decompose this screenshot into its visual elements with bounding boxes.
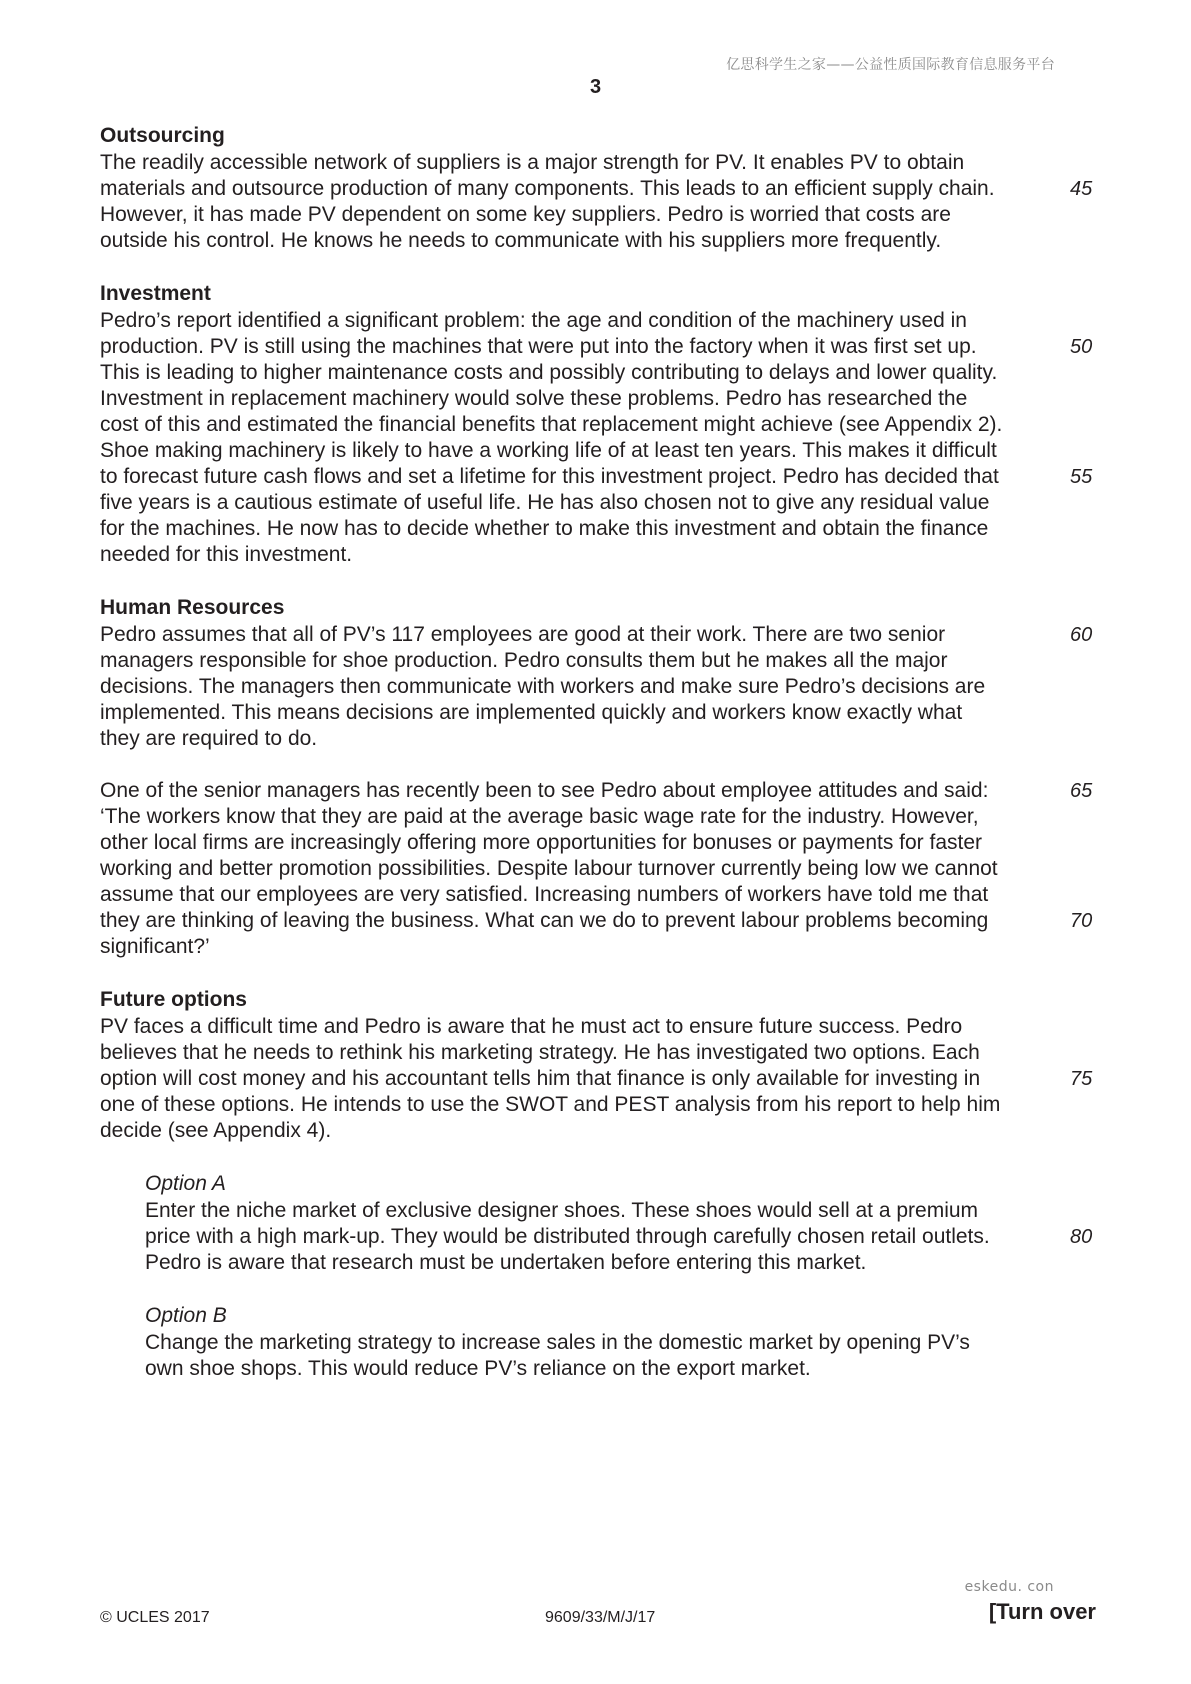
line-text: one of these options. He intends to use the SWOT and PEST analysis from his report to help him — [100, 1093, 1001, 1116]
option-description — [145, 1330, 1042, 1382]
line-text: decisions. The managers then communicate with workers and make sure Pedro’s decisions are — [100, 675, 986, 698]
line-number: 60 — [1070, 624, 1093, 646]
text-line — [100, 622, 1093, 648]
text-line — [145, 1198, 1042, 1224]
text-line — [100, 464, 1093, 490]
paragraph — [100, 778, 1093, 960]
line-number: 55 — [1070, 466, 1093, 488]
line-text: managers responsible for shoe production. Pedro consults them but he makes all the major — [100, 649, 948, 672]
section-heading-human-resources: Human Resources — [100, 596, 285, 619]
footer-turn-over: [Turn over — [988, 1599, 1096, 1624]
text-line — [100, 202, 1042, 228]
line-text: they are required to do. — [100, 727, 318, 750]
spacer — [100, 752, 1042, 778]
line-text: Enter the niche market of exclusive designer shoes. These shoes would sell at a premium — [145, 1199, 979, 1222]
text-line — [100, 412, 1042, 438]
text-line — [100, 908, 1093, 934]
text-line — [100, 490, 1042, 516]
text-line — [100, 228, 1042, 254]
footer-paper-code: 9609/33/M/J/17 — [545, 1609, 656, 1626]
text-line — [100, 334, 1093, 360]
line-text: Change the marketing strategy to increase sales in the domestic market by opening PV’s — [145, 1331, 970, 1354]
footer-copyright: © UCLES 2017 — [100, 1609, 210, 1626]
section-heading-investment: Investment — [100, 282, 211, 305]
spacer — [100, 254, 1042, 280]
text-line — [100, 176, 1093, 202]
text-line — [100, 386, 1042, 412]
text-line — [100, 308, 1042, 334]
text-line — [100, 674, 1042, 700]
line-text: Pedro’s report identified a significant problem: the age and condition of the machinery used in — [100, 309, 967, 332]
line-text: Shoe making machinery is likely to have a working life of at least ten years. This makes it difficult — [100, 439, 997, 462]
line-text: five years is a cautious estimate of useful life. He has also chosen not to give any residual value — [100, 491, 990, 514]
text-line — [100, 1092, 1042, 1118]
line-text: materials and outsource production of many components. This leads to an efficient supply chain. — [100, 177, 995, 200]
section-heading-outsourcing: Outsourcing — [100, 124, 225, 147]
text-line — [100, 856, 1042, 882]
text-line — [100, 830, 1042, 856]
paragraph — [100, 150, 1093, 254]
line-text: ‘The workers know that they are paid at the average basic wage rate for the industry. However, — [100, 805, 979, 828]
section-heading-future-options: Future options — [100, 988, 247, 1011]
line-text: The readily accessible network of suppliers is a major strength for PV. It enables PV to obtain — [100, 151, 965, 174]
line-number: 75 — [1070, 1068, 1093, 1090]
line-text: outside his control. He knows he needs to communicate with his suppliers more frequently. — [100, 229, 942, 252]
spacer — [100, 1144, 1042, 1170]
text-line — [145, 1356, 1042, 1382]
line-text: needed for this investment. — [100, 543, 353, 566]
text-line — [100, 1040, 1042, 1066]
line-text: Pedro is aware that research must be undertaken before entering this market. — [145, 1251, 867, 1274]
document-body — [100, 122, 1093, 1382]
line-text: cost of this and estimated the financial benefits that replacement might achieve (see Appendix 2). — [100, 413, 1003, 436]
text-line — [100, 648, 1042, 674]
watermark-header: 亿思科学生之家——公益性质国际教育信息服务平台 — [726, 57, 1055, 73]
text-line — [100, 360, 1042, 386]
text-line — [100, 542, 1042, 568]
line-text: assume that our employees are very satisfied. Increasing numbers of workers have told me that — [100, 883, 989, 906]
line-text: to forecast future cash flows and set a lifetime for this investment project. Pedro has decided that — [100, 465, 999, 488]
text-line — [100, 934, 1042, 960]
paragraph — [100, 1014, 1093, 1144]
text-line — [100, 1014, 1042, 1040]
text-line — [145, 1330, 1042, 1356]
line-text: However, it has made PV dependent on some key suppliers. Pedro is worried that costs are — [100, 203, 951, 226]
watermark-footer: eskedu. con — [964, 1579, 1054, 1595]
line-number: 45 — [1070, 178, 1093, 200]
option-title: Option A — [145, 1172, 226, 1195]
line-number: 80 — [1070, 1226, 1093, 1248]
line-text: they are thinking of leaving the business. What can we do to prevent labour problems becoming — [100, 909, 989, 932]
text-line — [145, 1224, 1093, 1250]
paragraph — [100, 622, 1093, 752]
text-line — [100, 726, 1042, 752]
line-text: believes that he needs to rethink his marketing strategy. He has investigated two options. Each — [100, 1041, 980, 1064]
text-line — [100, 1118, 1042, 1144]
line-text: price with a high mark-up. They would be distributed through carefully chosen retail outlets. — [145, 1225, 990, 1248]
text-line — [100, 882, 1042, 908]
line-text: This is leading to higher maintenance costs and possibly contributing to delays and lower quality. — [100, 361, 998, 384]
line-number: 50 — [1070, 336, 1093, 358]
text-line — [145, 1250, 1042, 1276]
line-text: working and better promotion possibilities. Despite labour turnover currently being low we cannot — [100, 857, 998, 880]
option-description — [145, 1198, 1093, 1276]
spacer — [100, 1276, 1042, 1302]
line-text: PV faces a difficult time and Pedro is aware that he must act to ensure future success. Pedro — [100, 1015, 963, 1038]
spacer — [100, 960, 1042, 986]
line-text: own shoe shops. This would reduce PV’s reliance on the export market. — [145, 1357, 811, 1380]
line-text: Investment in replacement machinery would solve these problems. Pedro has researched the — [100, 387, 968, 410]
line-number: 65 — [1070, 780, 1093, 802]
text-line — [100, 778, 1093, 804]
line-number: 70 — [1070, 910, 1093, 932]
text-line — [100, 150, 1042, 176]
line-text: other local firms are increasingly offering more opportunities for bonuses or payments for faster — [100, 831, 983, 854]
option-block — [145, 1170, 1093, 1276]
option-title: Option B — [145, 1304, 227, 1327]
line-text: significant?’ — [100, 935, 210, 958]
option-block — [145, 1302, 1042, 1382]
text-line — [100, 516, 1042, 542]
line-text: Pedro assumes that all of PV’s 117 employees are good at their work. There are two senior — [100, 623, 946, 646]
text-line — [100, 700, 1042, 726]
line-text: option will cost money and his accountant tells him that finance is only available for investing in — [100, 1067, 981, 1090]
page-number: 3 — [589, 76, 602, 98]
line-text: for the machines. He now has to decide whether to make this investment and obtain the finance — [100, 517, 989, 540]
text-line — [100, 1066, 1093, 1092]
spacer — [100, 568, 1042, 594]
text-line — [100, 804, 1042, 830]
line-text: implemented. This means decisions are implemented quickly and workers know exactly what — [100, 701, 963, 724]
line-text: decide (see Appendix 4). — [100, 1119, 332, 1142]
line-text: One of the senior managers has recently been to see Pedro about employee attitudes and said: — [100, 779, 989, 802]
line-text: production. PV is still using the machines that were put into the factory when it was first set up. — [100, 335, 977, 358]
text-line — [100, 438, 1042, 464]
paragraph — [100, 308, 1093, 568]
